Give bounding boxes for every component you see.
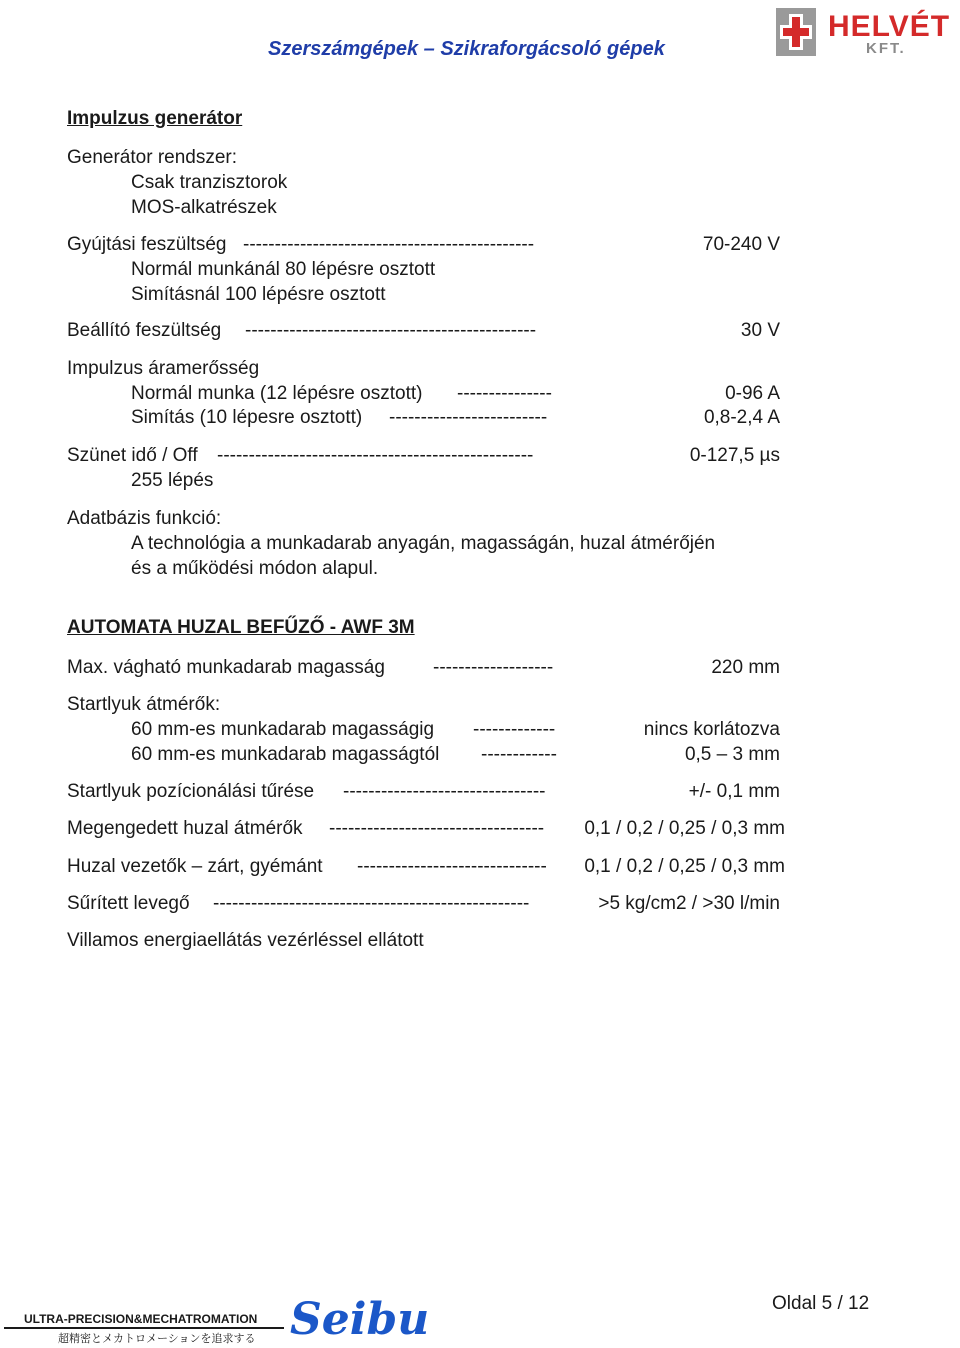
spec-value: 70-240 V [702,234,780,255]
spec-value: 0,1 / 0,2 / 0,25 / 0,3 mm [584,856,785,877]
generator-item: MOS-alkatrészek [131,197,277,218]
dash-leader: ------------ [481,744,557,765]
spec-label: Simítás (10 lépesre osztott) [131,407,363,428]
generator-item: Csak tranzisztorok [131,172,288,193]
helvet-logo [770,6,952,60]
section-heading-impulse: Impulzus generátor [67,108,243,129]
seibu-brand-logo: Seibu [290,1294,430,1345]
spec-sub: Simításnál 100 lépésre osztott [131,284,386,305]
spec-row-pause [67,444,567,468]
spec-row-current-normal [131,382,567,406]
spec-label: Huzal vezetők – zárt, gyémánt [67,856,323,877]
dash-leader: -------------------------------- [343,781,546,802]
spec-value: 0,8-2,4 A [703,407,780,428]
spec-value: 0-96 A [725,383,780,404]
generator-label: Generátor rendszer: [67,147,238,168]
spec-value: 0-127,5 µs [689,445,780,466]
spec-value: nincs korlátozva [643,719,780,740]
spec-label: 60 mm-es munkadarab magasságig [131,719,435,740]
dash-leader: ---------------------------------------------- [245,320,537,341]
dash-leader: --------------- [457,383,552,404]
page-number: Oldal 5 / 12 [772,1293,870,1314]
dash-leader: ------------- [473,719,556,740]
spec-row-max-height [67,656,567,680]
power-supply-text: Villamos energiaellátás vezérléssel ellátott [67,930,424,951]
section-heading-awf: AUTOMATA HUZAL BEFŰZŐ - AWF 3M [67,617,415,638]
helvet-logo-sub: KFT. [866,40,906,57]
seibu-footer-logo [4,1294,484,1346]
spec-label: Gyújtási feszültség [67,234,227,255]
dash-leader: ---------------------------------- [329,818,545,839]
spec-label: Szünet idő / Off [67,445,198,466]
spec-value: 30 V [740,320,780,341]
spec-label: Sűrített levegő [67,893,190,914]
dash-leader: ---------------------------------------------- [243,234,535,255]
spec-value: 220 mm [711,657,780,678]
seibu-tagline-en: ULTRA-PRECISION&MECHATROMATION [24,1312,258,1326]
page-header-title: Szerszámgépek – Szikraforgácsoló gépek [268,38,665,60]
spec-value: +/- 0,1 mm [688,781,780,802]
dash-leader: ------------------------- [389,407,548,428]
spec-row-setting [67,319,567,343]
helvet-logo-text: HELVÉT [828,10,951,43]
dash-leader: -------------------------------------------------- [213,893,530,914]
start-hole-label: Startlyuk átmérők: [67,694,221,715]
spec-value: 0,1 / 0,2 / 0,25 / 0,3 mm [584,818,785,839]
spec-row-current-smooth [131,406,567,430]
database-text: és a működési módon alapul. [131,558,379,579]
spec-row-air [67,892,567,916]
spec-label: Megengedett huzal átmérők [67,818,303,839]
dash-leader: ------------------------------ [357,856,547,877]
dash-leader: ------------------- [433,657,554,678]
spec-sub: 255 lépés [131,470,214,491]
current-label: Impulzus áramerősség [67,358,260,379]
spec-value: >5 kg/cm2 / >30 l/min [598,893,780,914]
spec-label: Startlyuk pozícionálási tűrése [67,781,315,802]
seibu-tagline-jp: 超精密とメカトロメーションを追求する [58,1333,256,1345]
helvet-cross-icon [770,6,822,58]
dash-leader: -------------------------------------------------- [217,445,534,466]
spec-label: Normál munka (12 lépésre osztott) [131,383,423,404]
spec-row-start-2 [131,743,567,767]
seibu-underline [4,1327,284,1329]
spec-row-start-1 [131,718,567,742]
database-label: Adatbázis funkció: [67,508,222,529]
spec-value: 0,5 – 3 mm [684,744,780,765]
spec-row-wire [67,817,567,841]
spec-label: 60 mm-es munkadarab magasságtól [131,744,440,765]
spec-row-ignition [67,233,567,257]
spec-row-tolerance [67,780,567,804]
database-text: A technológia a munkadarab anyagán, magasságán, huzal átmérőjén [131,533,716,554]
spec-row-guide [67,855,567,879]
spec-label: Max. vágható munkadarab magasság [67,657,385,678]
spec-label: Beállító feszültség [67,320,222,341]
spec-sub: Normál munkánál 80 lépésre osztott [131,259,436,280]
